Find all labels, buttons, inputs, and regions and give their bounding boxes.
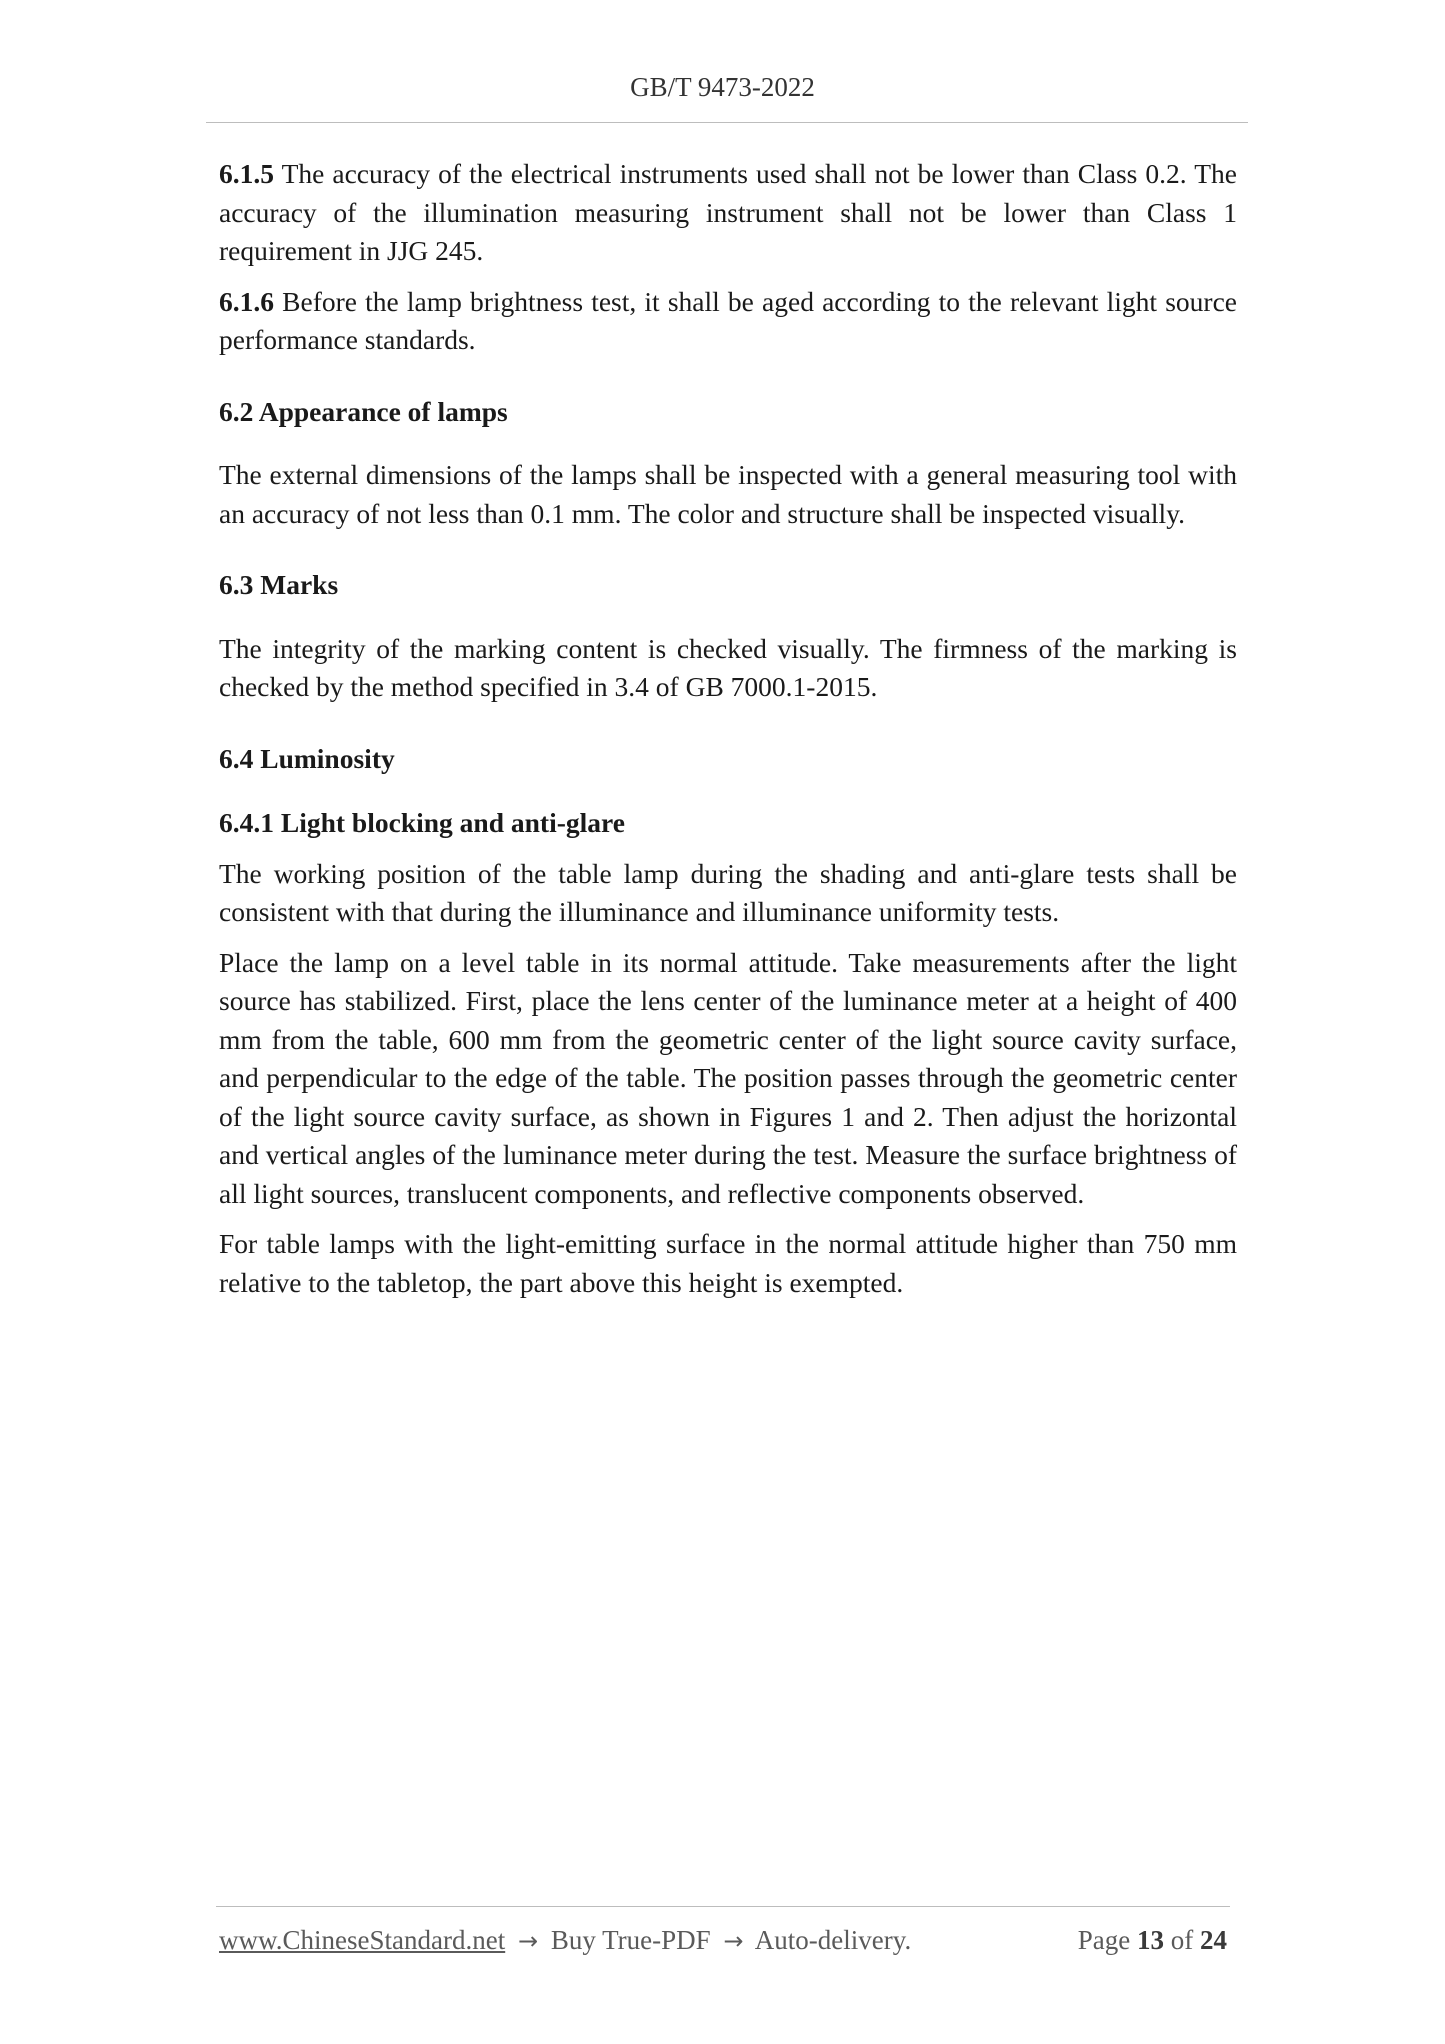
clause-text: The accuracy of the electrical instruments used shall not be lower than Class 0.2. The accuracy of the illumination measuring instrument shall not be lower than Class 1 requirement in JJG 245. <box>219 158 1237 266</box>
page-label: Page <box>1077 1925 1131 1955</box>
page-of: of <box>1170 1925 1194 1955</box>
section-text-6-3: The integrity of the marking content is checked visually. The firmness of the marking is checked by the method specified in 3.4 of GB 7000.1-2015. <box>219 632 1237 702</box>
clause-number: 6.1.6 <box>219 285 274 317</box>
page-header-title: GB/T 9473-2022 <box>630 72 815 102</box>
section-paragraph: Place the lamp on a level table in its normal attitude. Take measurements after the light source has stabilized. First, place the lens center of the luminance meter at a height of 400 mm from the table, 600 mm from the geometric center of the light source cavity surface, and perpendicular to the edge of the table. The position passes through the geometric center of the light source cavity surface, as shown in Figures 1 and 2. Then adjust the horizontal and vertical angles of the luminance meter during the test. Measure the surface brightness of all light sources, translucent components, and reflective components observed. <box>219 946 1237 1209</box>
clause-6-1-5 <box>219 155 1237 271</box>
section-heading-6-4: 6.4 Luminosity <box>219 742 395 774</box>
section-heading-6-4-1: 6.4.1 Light blocking and anti-glare <box>219 807 625 838</box>
footer-divider <box>216 1906 1230 1907</box>
section-text-6-2: The external dimensions of the lamps shall be inspected with a general measuring tool with an accuracy of not less than 0.1 mm. The color and structure shall be inspected visually. <box>219 459 1237 529</box>
page-indicator <box>1078 1925 1227 1956</box>
header-divider <box>206 122 1248 123</box>
footer-promo <box>219 1925 911 1956</box>
clause-6-1-6 <box>219 283 1237 360</box>
section-heading-6-2: 6.2 Appearance of lamps <box>219 395 508 427</box>
arrow-right-icon: → <box>723 1927 744 1955</box>
clause-number: 6.1.5 <box>219 158 274 189</box>
document-body <box>219 155 1237 1302</box>
delivery-text: Auto-delivery. <box>754 1925 912 1955</box>
clause-text: Before the lamp brightness test, it shall be aged according to the relevant light source performance standards. <box>219 285 1237 355</box>
page-total: 24 <box>1200 1925 1227 1955</box>
section-heading-6-3: 6.3 Marks <box>219 569 339 600</box>
buy-pdf-text: Buy True-PDF <box>550 1925 711 1955</box>
page-current: 13 <box>1137 1925 1164 1955</box>
section-paragraph: For table lamps with the light-emitting surface in the normal attitude higher than 750 mm relative to the tabletop, the part above this height is exempted. <box>219 1228 1237 1298</box>
page-footer <box>219 1925 1227 1956</box>
website-link[interactable]: www.ChineseStandard.net <box>219 1925 506 1955</box>
section-paragraph: The working position of the table lamp during the shading and anti-glare tests shall be consistent with that during the illuminance and illuminance uniformity tests. <box>219 857 1237 927</box>
arrow-right-icon: → <box>517 1927 539 1955</box>
